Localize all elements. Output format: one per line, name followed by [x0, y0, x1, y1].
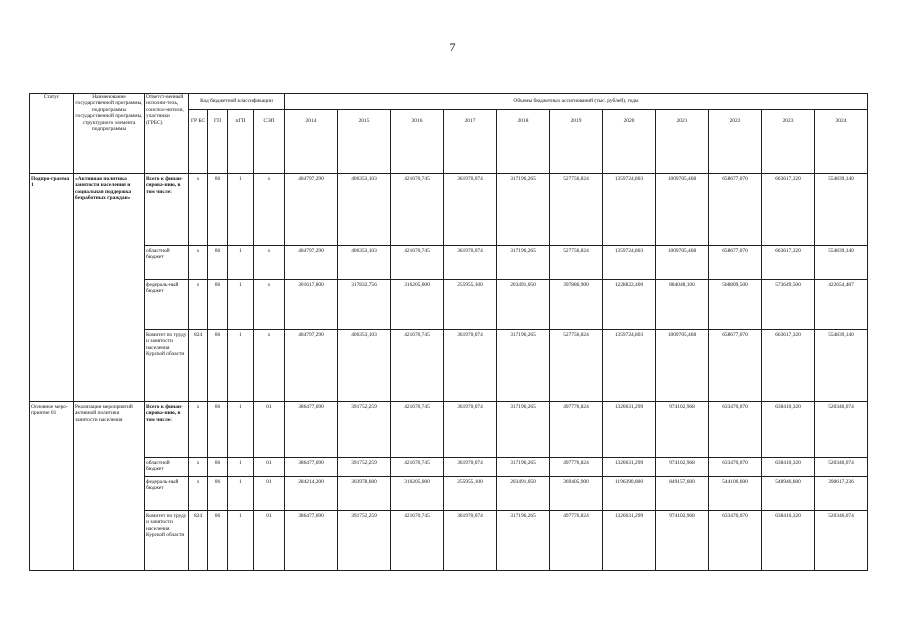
code-cell: 1 — [228, 458, 254, 477]
name-cell: Реализация мероприятий активной политики занятости населения — [74, 402, 145, 571]
amount-cell: 663617,320 — [762, 330, 815, 402]
amount-cell: 361970,074 — [444, 246, 497, 280]
amount-cell: 554839,140 — [815, 174, 868, 246]
header-year: 2024 — [815, 110, 868, 174]
code-cell: х — [254, 246, 285, 280]
code-cell: 824 — [189, 511, 208, 571]
code-cell: 1 — [228, 330, 254, 402]
code-cell: 06 — [208, 280, 228, 330]
amount-cell: 527756,824 — [550, 330, 603, 402]
amount-cell: 404797,290 — [285, 246, 338, 280]
header-year: 2021 — [656, 110, 709, 174]
header-code-pgp: пГП — [228, 110, 254, 174]
header-status: Статус — [30, 94, 74, 174]
amount-cell: 361970,074 — [444, 174, 497, 246]
amount-cell: 520346,074 — [815, 402, 868, 458]
amount-cell: 255955,100 — [444, 280, 497, 330]
code-cell: 01 — [254, 477, 285, 511]
amount-cell: 361970,074 — [444, 458, 497, 477]
amount-cell: 497776,824 — [550, 402, 603, 458]
amount-cell: 421670,745 — [391, 330, 444, 402]
amount-cell: 573649,500 — [762, 280, 815, 330]
amount-cell: 497776,824 — [550, 511, 603, 571]
code-cell: 01 — [254, 511, 285, 571]
amount-cell: 527756,824 — [550, 246, 603, 280]
code-cell: 1 — [228, 511, 254, 571]
amount-cell: 317196,265 — [497, 458, 550, 477]
code-cell: 01 — [254, 458, 285, 477]
amount-cell: 317196,265 — [497, 246, 550, 280]
amount-cell: 1009705,468 — [656, 246, 709, 280]
amount-cell: 369405,900 — [550, 477, 603, 511]
amount-cell: 1326631,299 — [603, 402, 656, 458]
amount-cell: 1009705,468 — [656, 174, 709, 246]
amount-cell: 638410,320 — [762, 511, 815, 571]
amount-cell: 658677,070 — [709, 174, 762, 246]
amount-cell: 317196,265 — [497, 330, 550, 402]
header-year: 2016 — [391, 110, 444, 174]
code-cell: 1 — [228, 280, 254, 330]
code-cell: 06 — [208, 511, 228, 571]
table-row — [30, 174, 868, 246]
table-row — [30, 246, 868, 280]
budget-table — [29, 93, 868, 571]
status-cell: Подпро-грамма 1 — [30, 174, 74, 402]
amount-cell: 1326631,299 — [603, 511, 656, 571]
page-number: 7 — [449, 40, 456, 54]
amount-cell: 317196,265 — [497, 511, 550, 571]
amount-cell: 404797,290 — [285, 174, 338, 246]
amount-cell: 406353,103 — [338, 246, 391, 280]
amount-cell: 548946,600 — [762, 477, 815, 511]
amount-cell: 421670,745 — [391, 246, 444, 280]
amount-cell: 203491,050 — [497, 477, 550, 511]
executor-cell: Комитет по труду и занятости населения Курской области — [145, 330, 189, 402]
amount-cell: 301617,800 — [285, 280, 338, 330]
amount-cell: 303978,600 — [338, 477, 391, 511]
executor-cell: федераль-ный бюджет — [145, 477, 189, 511]
header-year: 2014 — [285, 110, 338, 174]
executor-cell: Всего к финан-сирова-нию, в том числе: — [145, 402, 189, 458]
header-code-grbs: ГР БС — [189, 110, 208, 174]
amount-cell: 317196,265 — [497, 402, 550, 458]
header-year: 2018 — [497, 110, 550, 174]
amount-cell: 1326631,299 — [603, 458, 656, 477]
table-row — [30, 477, 868, 511]
amount-cell: 663617,320 — [762, 174, 815, 246]
amount-cell: 1009705,468 — [656, 330, 709, 402]
amount-cell: 884048,100 — [656, 280, 709, 330]
amount-cell: 663617,320 — [762, 246, 815, 280]
amount-cell: 361970,074 — [444, 330, 497, 402]
amount-cell: 361970,074 — [444, 511, 497, 571]
header-amounts-group: Объемы бюджетных ассигнований (тыс. рублей), годы — [285, 94, 868, 110]
header-year: 2023 — [762, 110, 815, 174]
amount-cell: 633470,070 — [709, 458, 762, 477]
header-code-group: Код бюджетной классификации — [189, 94, 285, 110]
code-cell: х — [189, 246, 208, 280]
amount-cell: 406353,103 — [338, 174, 391, 246]
amount-cell: 316205,000 — [391, 280, 444, 330]
code-cell: 06 — [208, 458, 228, 477]
header-code-sep: СЭП — [254, 110, 285, 174]
code-cell: 06 — [208, 246, 228, 280]
amount-cell: 421670,745 — [391, 174, 444, 246]
code-cell: х — [254, 174, 285, 246]
code-cell: х — [189, 174, 208, 246]
code-cell: 1 — [228, 246, 254, 280]
header-year: 2017 — [444, 110, 497, 174]
amount-cell: 520346,074 — [815, 511, 868, 571]
amount-cell: 386477,690 — [285, 511, 338, 571]
amount-cell: 638410,320 — [762, 402, 815, 458]
executor-cell: Комитет по труду и занятости населения Курской области — [145, 511, 189, 571]
code-cell: 06 — [208, 174, 228, 246]
amount-cell: 1359724,803 — [603, 330, 656, 402]
code-cell: х — [189, 402, 208, 458]
amount-cell: 1196390,800 — [603, 477, 656, 511]
amount-cell: 974102,968 — [656, 458, 709, 477]
status-cell: Основное меро-приятие 01 — [30, 402, 74, 571]
header-year: 2019 — [550, 110, 603, 174]
code-cell: х — [254, 280, 285, 330]
code-cell: 06 — [208, 330, 228, 402]
header-year: 2015 — [338, 110, 391, 174]
header-executor: Ответст-венный исполни-тель, соиспол-нители, участники (ГРБС) — [145, 94, 189, 174]
amount-cell: 554839,140 — [815, 246, 868, 280]
amount-cell: 404797,290 — [285, 330, 338, 402]
amount-cell: 568809,500 — [709, 280, 762, 330]
code-cell: 01 — [254, 402, 285, 458]
amount-cell: 554839,140 — [815, 330, 868, 402]
amount-cell: 544106,600 — [709, 477, 762, 511]
table-row — [30, 280, 868, 330]
code-cell: 06 — [208, 402, 228, 458]
amount-cell: 386477,690 — [285, 402, 338, 458]
amount-cell: 638410,320 — [762, 458, 815, 477]
code-cell: 1 — [228, 174, 254, 246]
amount-cell: 390617,236 — [815, 477, 868, 511]
amount-cell: 284214,200 — [285, 477, 338, 511]
amount-cell: 391752,259 — [338, 402, 391, 458]
amount-cell: 520346,074 — [815, 458, 868, 477]
amount-cell: 421670,745 — [391, 402, 444, 458]
executor-cell: областной бюджет — [145, 246, 189, 280]
table-row — [30, 402, 868, 458]
amount-cell: 497776,824 — [550, 458, 603, 477]
amount-cell: 974102,968 — [656, 511, 709, 571]
code-cell: 06 — [208, 477, 228, 511]
amount-cell: 391752,259 — [338, 458, 391, 477]
amount-cell: 255955,100 — [444, 477, 497, 511]
name-cell: «Активная политика занятости населения и социальная поддержка безработных граждан» — [74, 174, 145, 402]
header-name: Наименование государственной программы, подпрограммы государственной программы, структурного элемента подпрограммы — [74, 94, 145, 174]
amount-cell: 422654,487 — [815, 280, 868, 330]
amount-cell: 1359724,803 — [603, 246, 656, 280]
code-cell: х — [189, 280, 208, 330]
amount-cell: 658677,070 — [709, 330, 762, 402]
code-cell: 1 — [228, 402, 254, 458]
header-year: 2020 — [603, 110, 656, 174]
executor-cell: областной бюджет — [145, 458, 189, 477]
code-cell: 1 — [228, 477, 254, 511]
amount-cell: 527756,824 — [550, 174, 603, 246]
amount-cell: 391752,259 — [338, 511, 391, 571]
amount-cell: 397886,900 — [550, 280, 603, 330]
amount-cell: 633470,070 — [709, 402, 762, 458]
amount-cell: 361970,074 — [444, 402, 497, 458]
amount-cell: 316205,000 — [391, 477, 444, 511]
header-year: 2022 — [709, 110, 762, 174]
code-cell: 824 — [189, 330, 208, 402]
amount-cell: 406353,103 — [338, 330, 391, 402]
amount-cell: 658677,070 — [709, 246, 762, 280]
code-cell: х — [254, 330, 285, 402]
amount-cell: 317832,756 — [338, 280, 391, 330]
amount-cell: 386477,690 — [285, 458, 338, 477]
code-cell: х — [189, 458, 208, 477]
table-row — [30, 458, 868, 477]
header-code-gp: ГП — [208, 110, 228, 174]
amount-cell: 317196,265 — [497, 174, 550, 246]
amount-cell: 849157,600 — [656, 477, 709, 511]
amount-cell: 633470,070 — [709, 511, 762, 571]
table-row — [30, 330, 868, 402]
amount-cell: 1359724,803 — [603, 174, 656, 246]
code-cell: х — [189, 477, 208, 511]
amount-cell: 1228822,400 — [603, 280, 656, 330]
amount-cell: 974102,968 — [656, 402, 709, 458]
amount-cell: 203491,050 — [497, 280, 550, 330]
amount-cell: 421670,745 — [391, 511, 444, 571]
table-row — [30, 511, 868, 571]
executor-cell: федераль-ный бюджет — [145, 280, 189, 330]
executor-cell: Всего к финан-сирова-нию, в том числе: — [145, 174, 189, 246]
amount-cell: 421670,745 — [391, 458, 444, 477]
